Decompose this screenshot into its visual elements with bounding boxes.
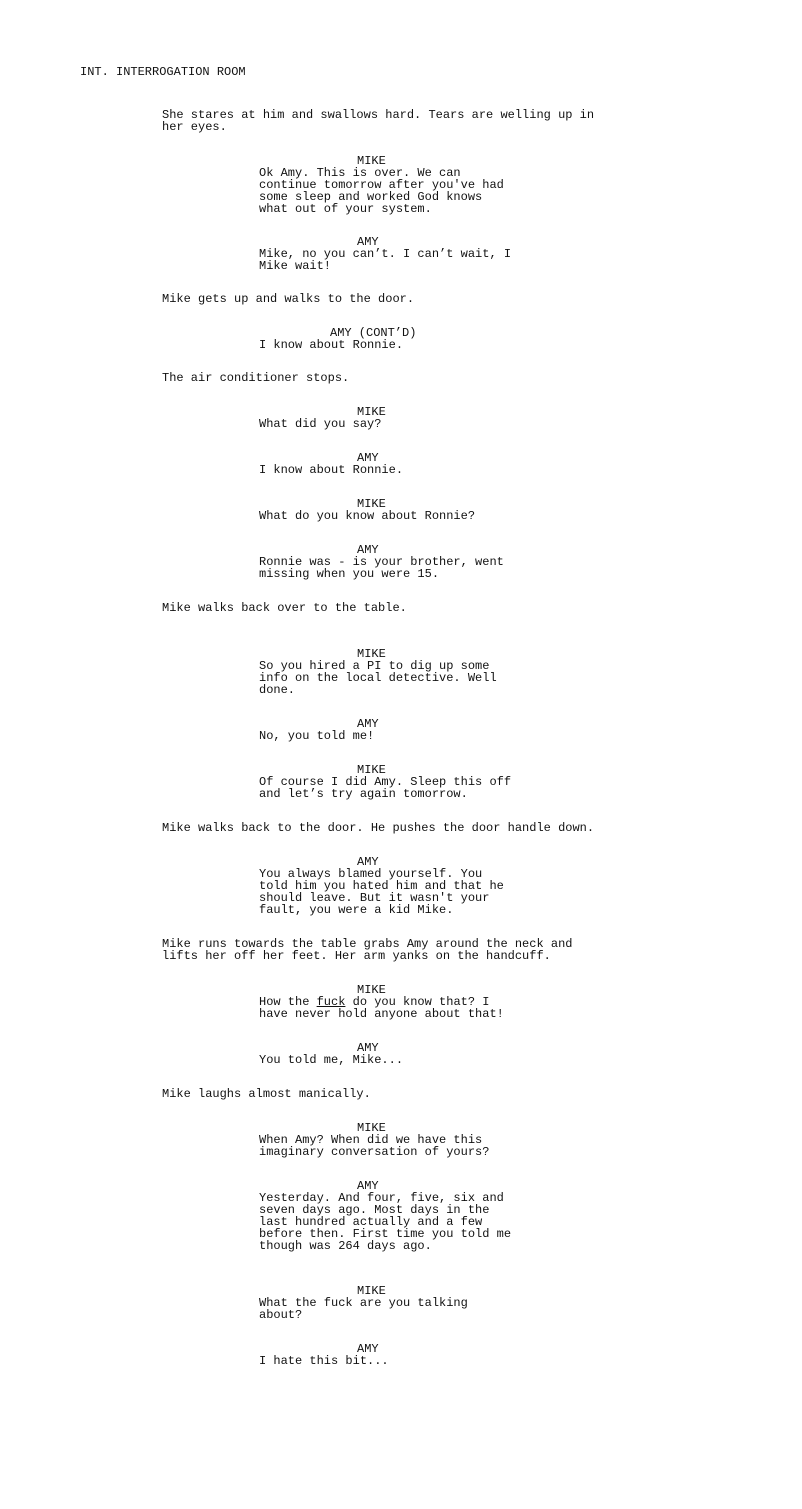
dialogue-text: How the	[259, 995, 317, 1009]
dialogue-line: You always blamed yourself. You	[259, 867, 483, 881]
dialogue-line: So you hired a PI to dig up some	[259, 659, 490, 673]
dialogue-line: told him you hated him and that he	[259, 879, 504, 893]
dialogue-line: I know about Ronnie.	[259, 338, 404, 352]
dialogue-line: and let’s try again tomorrow.	[259, 787, 468, 801]
action-line: The air conditioner stops.	[162, 371, 350, 385]
character-cue: AMY	[357, 543, 379, 557]
action-line: Mike gets up and walks to the door.	[162, 292, 415, 306]
dialogue-line: though was 264 days ago.	[259, 1239, 432, 1253]
character-cue: AMY	[357, 1342, 379, 1356]
character-cue: MIKE	[357, 983, 386, 997]
dialogue-line: No, you told me!	[259, 729, 375, 743]
character-cue: MIKE	[357, 405, 386, 419]
dialogue-line: When Amy? When did we have this	[259, 1133, 483, 1147]
dialogue-line: What the fuck are you talking	[259, 1296, 468, 1310]
dialogue-line: imaginary conversation of yours?	[259, 1145, 490, 1159]
dialogue-line: continue tomorrow after you've had	[259, 178, 504, 192]
dialogue-line: I hate this bit...	[259, 1354, 389, 1368]
character-cue: MIKE	[357, 1121, 386, 1135]
dialogue-line: should leave. But it wasn't your	[259, 891, 490, 905]
character-cue: AMY	[357, 717, 379, 731]
scene-heading: INT. INTERROGATION ROOM	[80, 65, 246, 79]
character-cue: MIKE	[357, 1284, 386, 1298]
action-line: Mike walks back to the door. He pushes the door handle down.	[162, 821, 595, 835]
dialogue-line: seven days ago. Most days in the	[259, 1203, 490, 1217]
dialogue-text: do you know that? I	[345, 995, 490, 1009]
dialogue-line: some sleep and worked God knows	[259, 190, 483, 204]
character-cue: AMY	[357, 235, 379, 249]
character-cue: AMY	[357, 451, 379, 465]
dialogue-line: Of course I did Amy. Sleep this off	[259, 775, 512, 789]
character-cue: AMY	[357, 855, 379, 869]
dialogue-line: Mike, no you can’t. I can’t wait, I	[259, 247, 512, 261]
character-cue: MIKE	[357, 763, 386, 777]
dialogue-line: Ok Amy. This is over. We can	[259, 166, 461, 180]
dialogue-line: last hundred actually and a few	[259, 1215, 483, 1229]
action-line: She stares at him and swallows hard. Tears are welling up in	[162, 108, 595, 122]
dialogue-line: Ronnie was - is your brother, went	[259, 555, 504, 569]
action-line: Mike walks back over to the table.	[162, 601, 407, 615]
dialogue-line: about?	[259, 1308, 303, 1322]
dialogue-line: missing when you were 15.	[259, 567, 440, 581]
character-cue: MIKE	[357, 497, 386, 511]
dialogue-line: Yesterday. And four, five, six and	[259, 1191, 504, 1205]
dialogue-line: done.	[259, 683, 296, 697]
character-cue: AMY	[357, 1041, 379, 1055]
action-line: Mike runs towards the table grabs Amy around the neck and	[162, 937, 573, 951]
dialogue-line: What do you know about Ronnie?	[259, 509, 476, 523]
character-cue: MIKE	[357, 647, 386, 661]
character-cue: AMY (CONT’D)	[330, 326, 417, 340]
dialogue-line: what out of your system.	[259, 202, 432, 216]
dialogue-line: You told me, Mike...	[259, 1053, 404, 1067]
dialogue-line: fault, you were a kid Mike.	[259, 903, 454, 917]
action-line: her eyes.	[162, 120, 227, 134]
action-line: Mike laughs almost manically.	[162, 1087, 371, 1101]
underlined-word: fuck	[316, 995, 346, 1009]
character-cue: AMY	[357, 1179, 379, 1193]
character-cue: MIKE	[357, 154, 386, 168]
action-line: lifts her off her feet. Her arm yanks on the handcuff.	[162, 949, 551, 963]
dialogue-line: What did you say?	[259, 417, 382, 431]
dialogue-line: have never hold anyone about that!	[259, 1007, 504, 1021]
dialogue-line: before then. First time you told me	[259, 1227, 512, 1241]
dialogue-line: info on the local detective. Well	[259, 671, 497, 685]
dialogue-line: I know about Ronnie.	[259, 463, 404, 477]
dialogue-line: Mike wait!	[259, 259, 332, 273]
